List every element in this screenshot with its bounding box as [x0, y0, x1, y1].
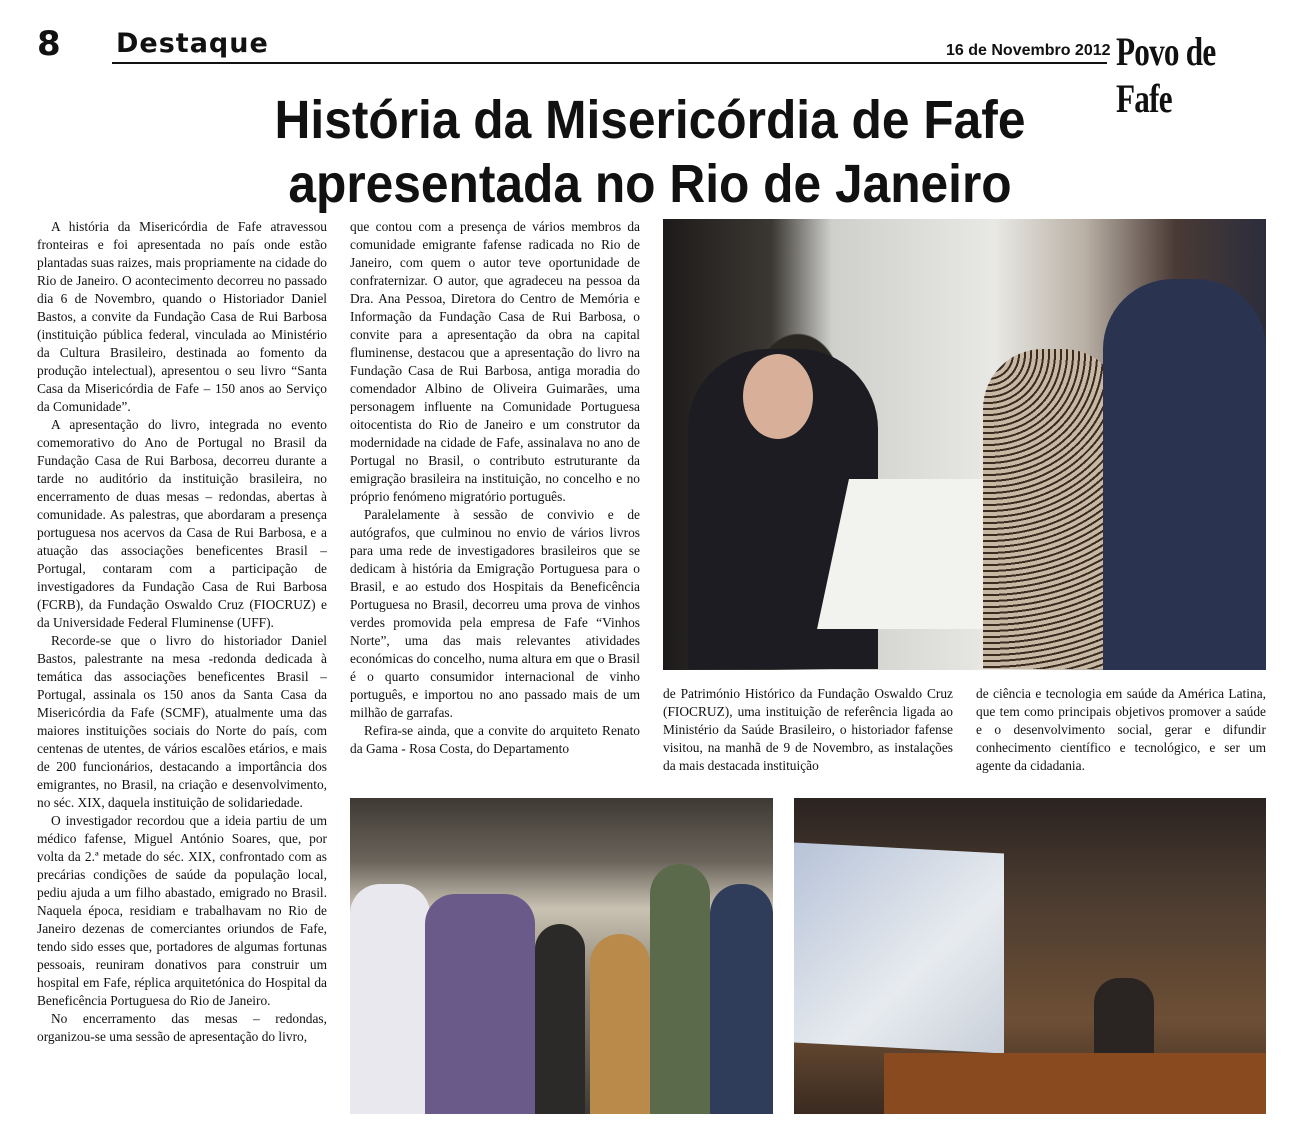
paragraph: Recorde-se que o livro do historiador Daniel Bastos, palestrante na mesa -redonda dedicada à temática das associações beneficentes Brasil – Portugal, assinala os 150 anos da Santa Casa da Misericórdia da Fafe (SCMF), atualmente uma das maiores instituições sociais do Norte do país, com centenas de utentes, de vários escalões etários, e mais de 200 funcionários, destacando a importância dos emigrantes, no Brasil, na criação e desenvolvimento, no séc. XIX, daquela instituição de solidariedade.	[37, 633, 327, 810]
photo-reception-crowd	[350, 798, 773, 1114]
section-title: Destaque	[116, 28, 269, 59]
article-column-3	[663, 685, 953, 777]
paragraph: No encerramento das mesas – redondas, organizou-se uma sessão de apresentação do livro,	[37, 1011, 327, 1044]
headline	[190, 88, 1110, 216]
paragraph: de ciência e tecnologia em saúde da América Latina, que tem como principais objetivos promover a saúde e o desenvolvimento social, gerar e difundir conhecimento científico e tecnológico, e ser um agente da cidadania.	[976, 686, 1266, 773]
photo-auditorium-presentation	[794, 798, 1266, 1114]
paragraph: Paralelamente à sessão de convivio e de autógrafos, que culminou no envio de vários livros para uma rede de investigadores brasileiros que se dedicam à história da Emigração Portuguesa para o Brasil, e ao estudo dos Hospitais da Beneficência Portuguesa no Brasil, decorreu uma prova de vinhos verdes promovida pela empresa de Fafe “Vinhos Norte”, uma das mais relevantes atividades económicas do concelho, numa altura em que o Brasil é o quarto consumidor internacional de vinho português, e importou no ano passado mais de um milhão de garrafas.	[350, 507, 640, 720]
masthead-logo: Povo de Fafe	[1116, 29, 1216, 121]
photo-book-signing	[663, 219, 1266, 670]
paragraph: de Património Histórico da Fundação Oswaldo Cruz (FIOCRUZ), uma instituição de referência ligada ao Ministério da Saúde Brasileiro, o historiador fafense visitou, na manhã de 9 de Novembro, as instalações da mais destacada instituição	[663, 686, 953, 773]
paragraph: que contou com a presença de vários membros da comunidade emigrante fafense radicada no Rio de Janeiro, com quem o autor teve oportunidade de confraternizar. O autor, que agradeceu na pessoa da Dra. Ana Pessoa, Diretora do Centro de Memória e Informação da Fundação Casa de Rui Barbosa, o convite para a apresentação da obra na capital fluminense, destacou que a apresentação do livro na Fundação Casa de Rui Barbosa, antiga moradia do comendador Albino de Oliveira Guimarães, uma personagem influente na Comunidade Portuguesa oitocentista do Rio de Janeiro e um construtor da modernidade na cidade de Fafe, assinalava no ano de Portugal no Brasil, o contributo estruturante da emigração brasileira na instituição, no concelho e no próprio fenómeno migratório português.	[350, 219, 640, 504]
article-column-1	[37, 218, 327, 1118]
header-rule	[112, 62, 1107, 64]
paragraph: A apresentação do livro, integrada no evento comemorativo do Ano de Portugal no Brasil da Fundação Casa de Rui Barbosa, decorreu durante a tarde no auditório da instituição brasileira, no encerramento de duas mesas – redondas, abertas à comunidade. As palestras, que abordaram a presença portuguesa nos acervos da Casa de Rui Barbosa, e a atuação das associações beneficentes Brasil – Portugal, contaram com a participação de investigadores da Fundação Casa de Rui Barbosa (FCRB), da Fundação Oswaldo Cruz (FIOCRUZ) e da Universidade Federal Fluminense (UFF).	[37, 417, 327, 630]
headline-line-1: História da Misericórdia de Fafe	[274, 90, 1026, 150]
article-column-4	[976, 685, 1266, 777]
page-number: 8	[37, 24, 61, 64]
paragraph: O investigador recordou que a ideia partiu de um médico fafense, Miguel António Soares, que, por volta da 2.ª metade do séc. XIX, confrontado com as precárias condições de saúde da população local, pediu ajuda a um filho abastado, emigrado no Brasil. Naquela época, residiam e trabalhavam no Rio de Janeiro dezenas de comerciantes oriundos de Fafe, tendo sido esses que, portadores de algumas fortunas pessoais, reuniram donativos para construir um hospital em Fafe, réplica arquitetónica do Hospital da Beneficência Portuguesa do Rio de Janeiro.	[37, 813, 327, 1008]
issue-date: 16 de Novembro 2012	[946, 42, 1111, 59]
paragraph: Refira-se ainda, que a convite do arquiteto Renato da Gama - Rosa Costa, do Departamento	[350, 723, 640, 756]
paragraph: A história da Misericórdia de Fafe atravessou fronteiras e foi apresentada no país onde estão plantadas suas raizes, mais propriamente na cidade do Rio de Janeiro. O acontecimento decorreu no passado dia 6 de Novembro, quando o Historiador Daniel Bastos, a convite da Fundação Casa de Rui Barbosa (instituição pública federal, vinculada ao Ministério da Cultura Brasileiro, destinada ao fomento da produção intelectual), apresentou o seu livro “Santa Casa da Misericórdia de Fafe – 150 anos ao Serviço da Comunidade”.	[37, 219, 327, 414]
headline-line-2: apresentada no Rio de Janeiro	[288, 154, 1012, 214]
article-column-2	[350, 218, 640, 778]
